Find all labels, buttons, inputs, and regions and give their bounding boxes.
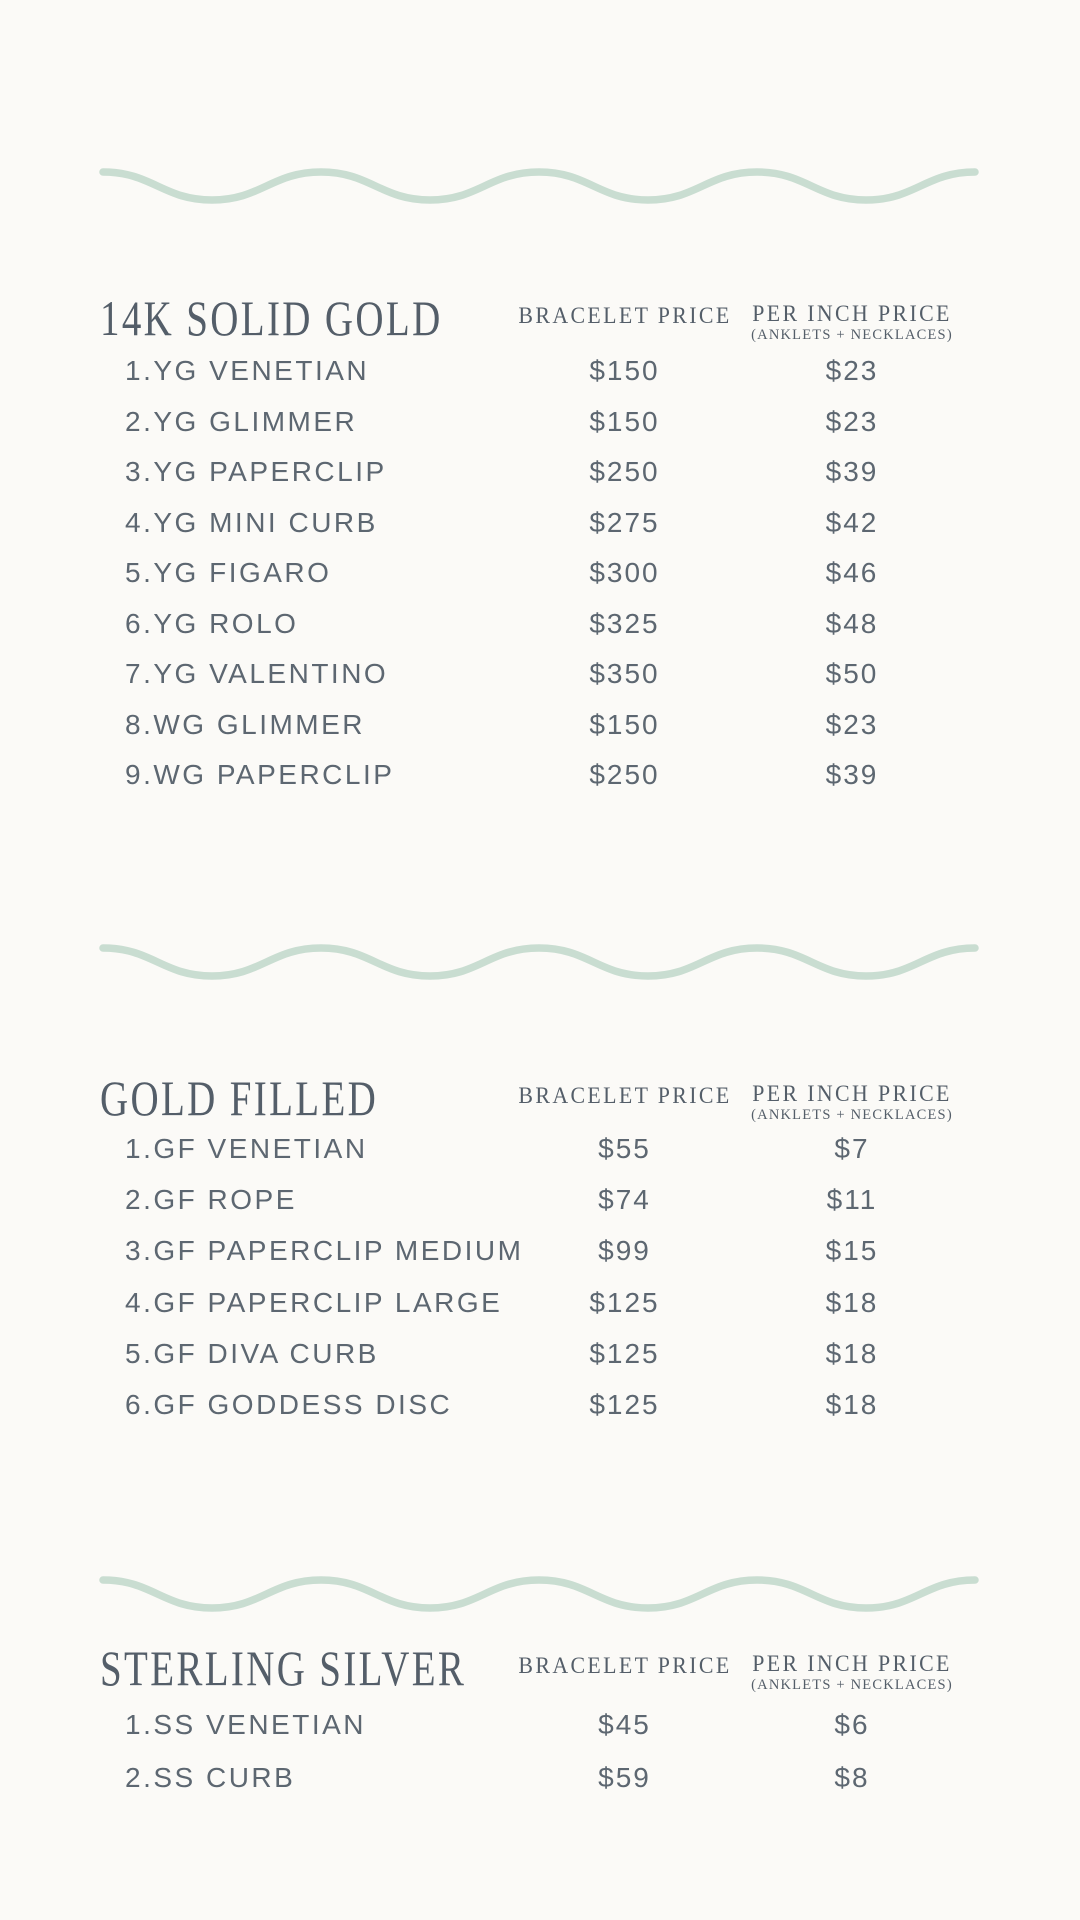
item-name: 9.WG PAPERCLIP <box>125 759 395 791</box>
per-inch-price-value: $39 <box>825 759 879 791</box>
item-name: 6.GF GODDESS DISC <box>125 1389 453 1421</box>
item-name: 5.YG FIGARO <box>125 557 332 589</box>
table-row <box>97 1698 952 1751</box>
item-name: 5.GF DIVA CURB <box>125 1337 379 1369</box>
bracelet-price-header: BRACELET PRICE <box>518 303 732 328</box>
bracelet-price-value: $55 <box>598 1132 651 1164</box>
table-row <box>97 1751 952 1804</box>
bracelet-price-value: $325 <box>589 607 660 639</box>
bracelet-price-value: $150 <box>589 355 660 387</box>
item-name: 2.GF ROPE <box>125 1183 297 1215</box>
bracelet-price-header: BRACELET PRICE <box>518 1083 732 1108</box>
bracelet-price-header: BRACELET PRICE <box>518 1653 732 1678</box>
per-inch-price-header-label: PER INCH PRICE <box>752 301 952 327</box>
per-inch-price-header-label: PER INCH PRICE <box>752 1651 952 1677</box>
per-inch-price-subheader: (ANKLETS + NECKLACES) <box>751 1107 953 1124</box>
item-name: 1.YG VENETIAN <box>125 355 370 387</box>
bracelet-price-value: $150 <box>589 405 660 437</box>
section-header <box>97 1638 952 1696</box>
item-name: 1.SS VENETIAN <box>125 1708 367 1740</box>
per-inch-price-value: $8 <box>834 1761 870 1793</box>
bracelet-price-value: $350 <box>589 658 660 690</box>
section-title: GOLD FILLED <box>100 1070 379 1126</box>
price-table <box>97 1698 952 1804</box>
bracelet-price-value: $250 <box>589 456 660 488</box>
item-name: 1.GF VENETIAN <box>125 1132 368 1164</box>
item-name: 3.GF PAPERCLIP MEDIUM <box>125 1235 524 1267</box>
per-inch-price-value: $48 <box>825 607 879 639</box>
per-inch-price-value: $6 <box>834 1708 870 1740</box>
item-name: 6.YG ROLO <box>125 607 299 639</box>
bracelet-price-value: $45 <box>598 1708 651 1740</box>
per-inch-price-value: $18 <box>825 1389 879 1421</box>
bracelet-price-value: $59 <box>598 1761 651 1793</box>
per-inch-price-subheader: (ANKLETS + NECKLACES) <box>751 1677 953 1694</box>
item-name: 8.WG GLIMMER <box>125 708 366 740</box>
item-name: 3.YG PAPERCLIP <box>125 456 387 488</box>
bracelet-price-value: $275 <box>589 506 660 538</box>
section-title: STERLING SILVER <box>100 1640 467 1696</box>
section-title: 14K SOLID GOLD <box>100 290 443 346</box>
bracelet-price-value: $74 <box>598 1183 651 1215</box>
per-inch-price-value: $42 <box>825 506 879 538</box>
per-inch-price-value: $15 <box>825 1235 879 1267</box>
item-name: 4.GF PAPERCLIP LARGE <box>125 1286 503 1318</box>
per-inch-price-value: $46 <box>825 557 879 589</box>
per-inch-price-value: $50 <box>825 658 879 690</box>
bracelet-price-value: $250 <box>589 759 660 791</box>
per-inch-price-subheader: (ANKLETS + NECKLACES) <box>751 327 953 344</box>
bracelet-price-value: $150 <box>589 708 660 740</box>
bracelet-price-value: $125 <box>589 1286 660 1318</box>
per-inch-price-header-label: PER INCH PRICE <box>752 1081 952 1107</box>
per-inch-price-header <box>747 1652 957 1694</box>
per-inch-price-value: $18 <box>825 1337 879 1369</box>
per-inch-price-value: $23 <box>825 708 879 740</box>
wavy-divider <box>97 1566 983 1622</box>
per-inch-price-value: $39 <box>825 456 879 488</box>
bracelet-price-value: $300 <box>589 557 660 589</box>
per-inch-price-value: $23 <box>825 355 879 387</box>
bracelet-price-value: $125 <box>589 1337 660 1369</box>
item-name: 2.YG GLIMMER <box>125 405 358 437</box>
bracelet-price-value: $125 <box>589 1389 660 1421</box>
per-inch-price-value: $7 <box>834 1132 870 1164</box>
bracelet-price-value: $99 <box>598 1235 651 1267</box>
item-name: 4.YG MINI CURB <box>125 506 378 538</box>
per-inch-price-value: $11 <box>826 1183 878 1215</box>
item-name: 7.YG VALENTINO <box>125 658 389 690</box>
per-inch-price-value: $23 <box>825 405 879 437</box>
item-name: 2.SS CURB <box>125 1761 296 1793</box>
per-inch-price-value: $18 <box>825 1286 879 1318</box>
